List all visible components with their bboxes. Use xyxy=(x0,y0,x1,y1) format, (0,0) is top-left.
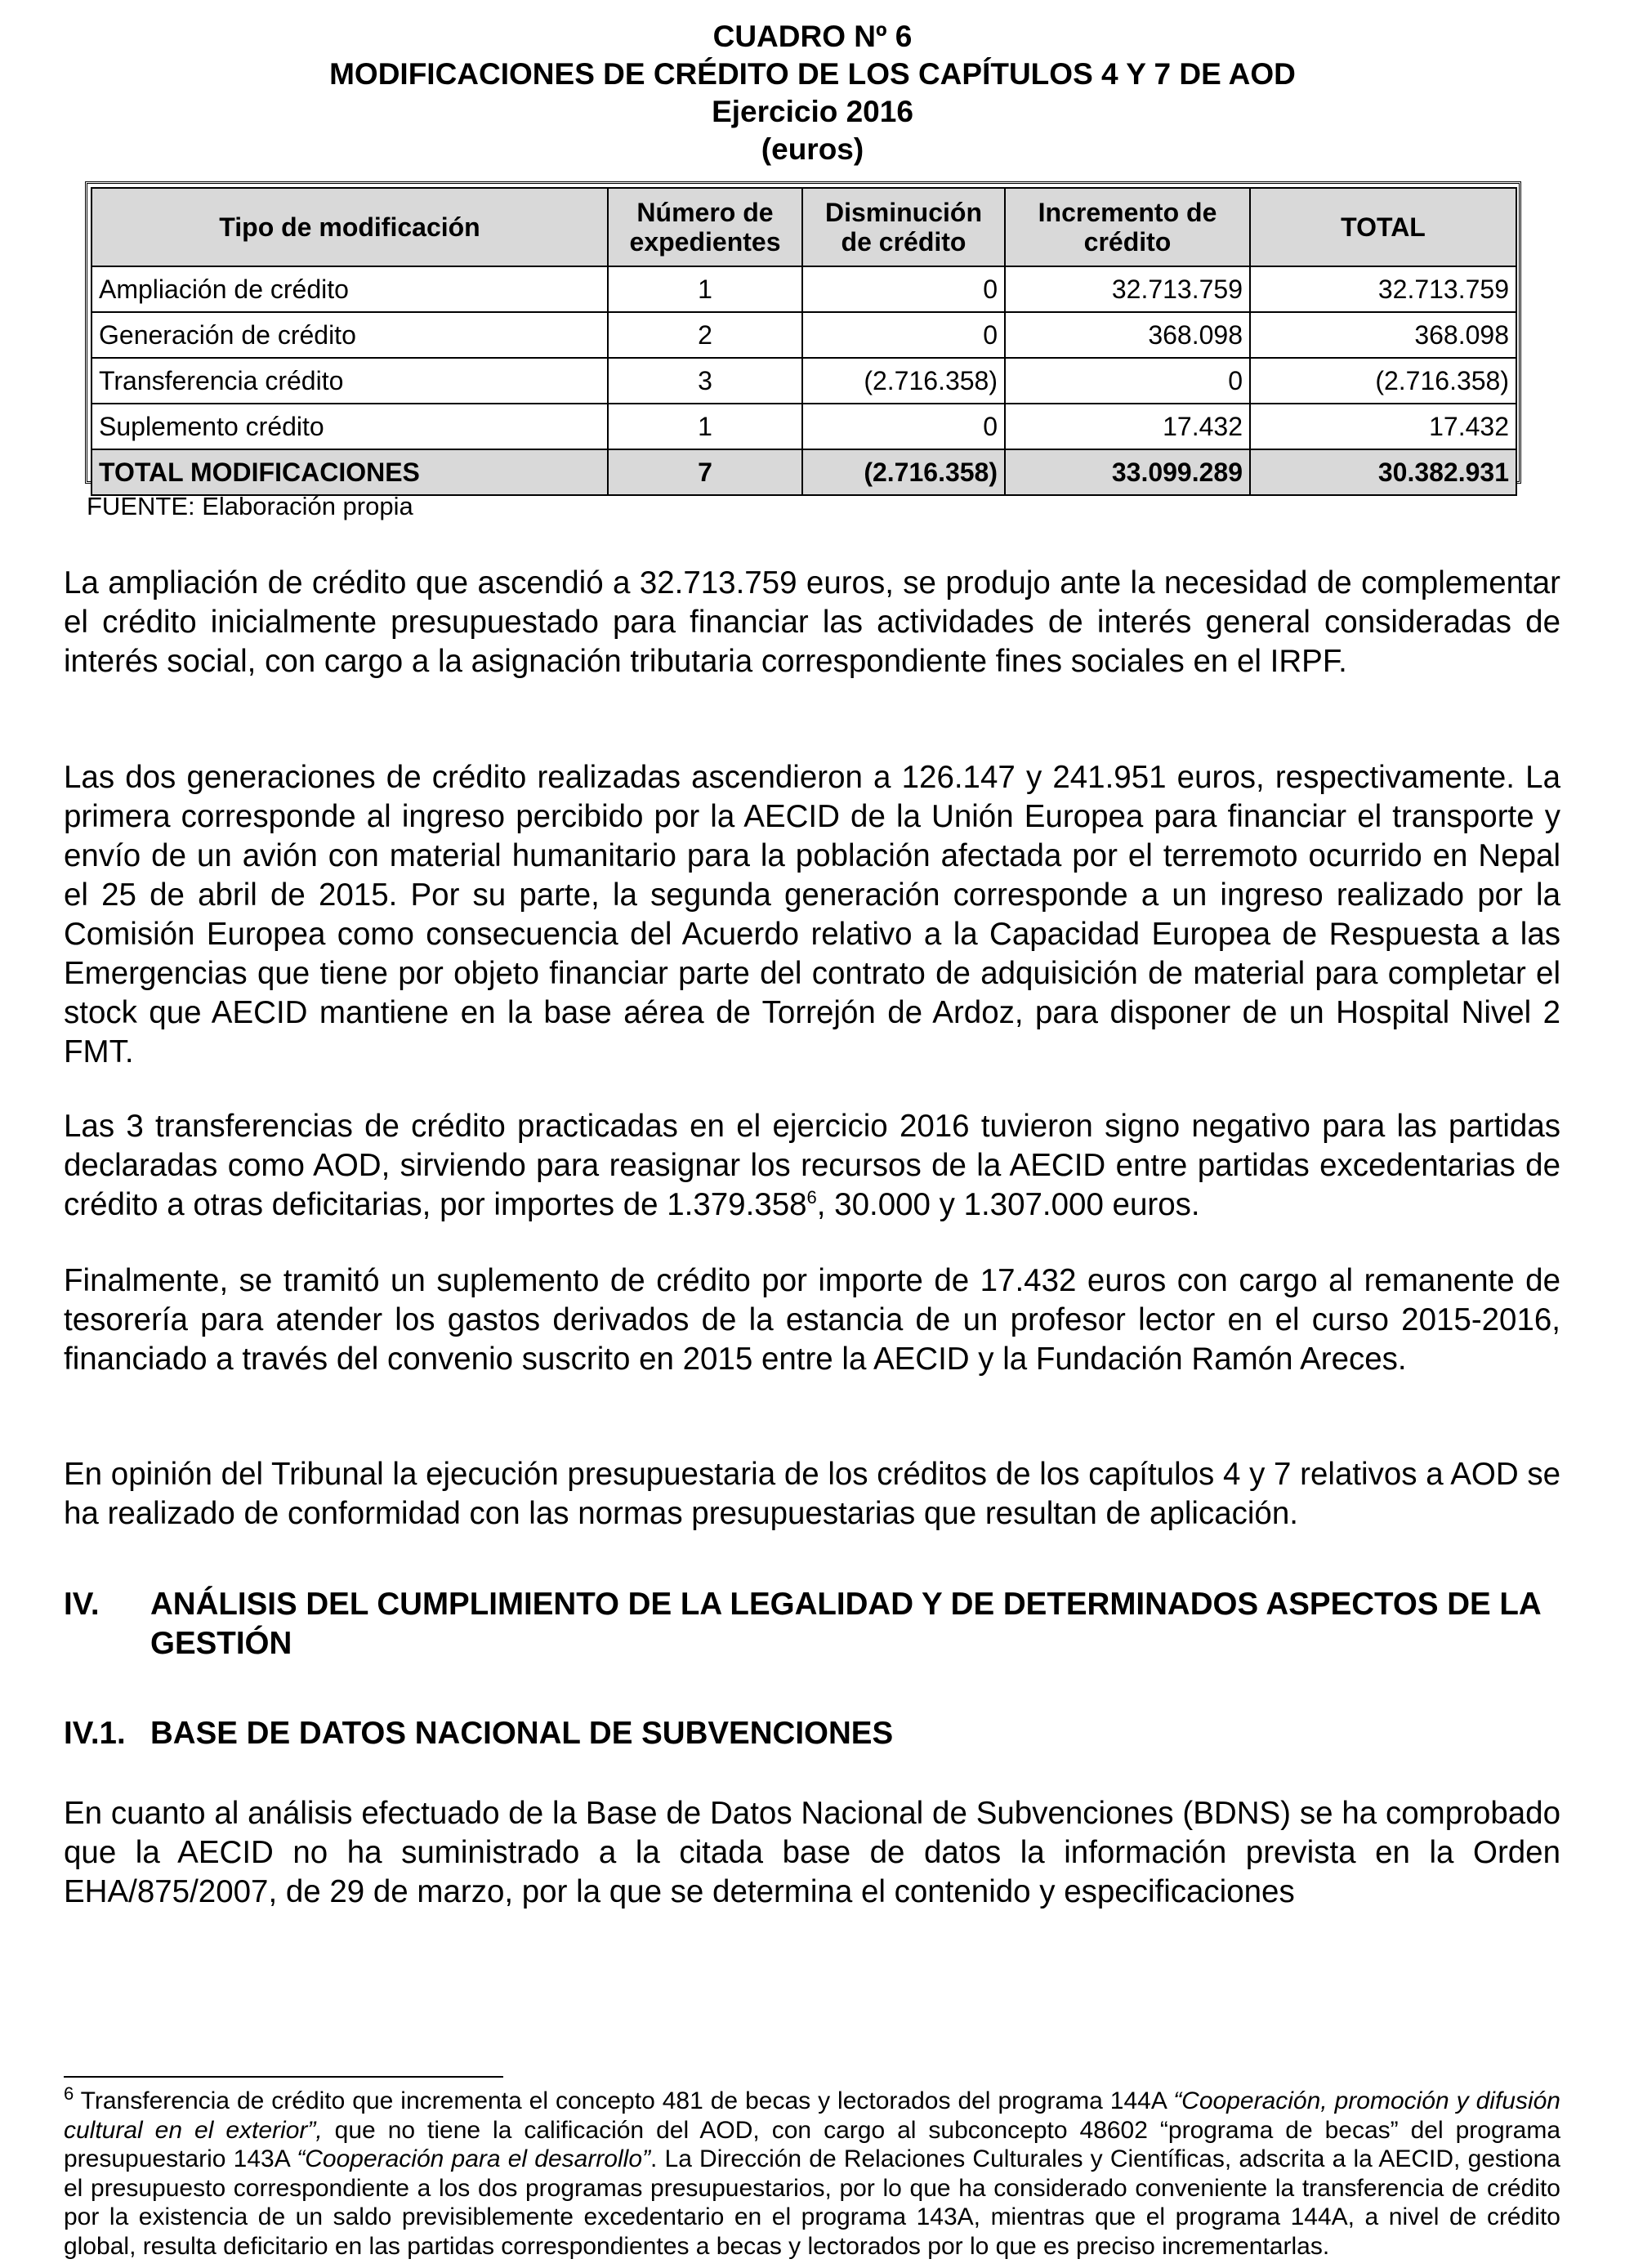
cell-incremento: 17.432 xyxy=(1005,404,1250,449)
cell-incremento: 32.713.759 xyxy=(1005,266,1250,312)
table-source: FUENTE: Elaboración propia xyxy=(87,492,413,520)
total-incremento: 33.099.289 xyxy=(1005,449,1250,495)
row-label: Ampliación de crédito xyxy=(92,266,608,312)
table-total-row xyxy=(92,449,1516,495)
paragraph-ampliacion: La ampliación de crédito que ascendió a 32.713.759 euros, se produjo ante la necesidad de complementar el crédito inicialmente presupuestado para financiar las actividades de interés general consideradas de interés social, con cargo a la asignación tributaria correspondiente fines sociales en el IRPF. xyxy=(64,565,1560,679)
footnote-number: 6 xyxy=(64,2083,74,2104)
paragraph-text: , 30.000 y 1.307.000 euros. xyxy=(816,1187,1200,1222)
total-disminucion: (2.716.358) xyxy=(802,449,1005,495)
title-line-4: (euros) xyxy=(761,132,864,166)
table-row xyxy=(92,404,1516,449)
section-title: BASE DE DATOS NACIONAL DE SUBVENCIONES xyxy=(150,1716,894,1751)
footnote-text: Transferencia de crédito que incrementa el concepto 481 de becas y lectorados del programa 144A xyxy=(74,2087,1174,2114)
header-cell: Número de expedientes xyxy=(608,188,802,266)
footnote-italic-text: “Cooperación, promoción y difusión cultural en el exterior”, xyxy=(64,2087,1560,2144)
cell-disminucion: 0 xyxy=(802,404,1005,449)
cell-expedientes: 3 xyxy=(608,358,802,404)
cell-disminucion: 0 xyxy=(802,312,1005,358)
row-label: Transferencia crédito xyxy=(92,358,608,404)
paragraph-generaciones: Las dos generaciones de crédito realizadas ascendieron a 126.147 y 241.951 euros, respectivamente. La primera corresponde al ingreso percibido por la AECID de la Unión Europea para financiar el transporte y envío de un avión con material humanitario para la población afectada por el terremoto ocurrido en Nepal el 25 de abril de 2015. Por su parte, la segunda generación corresponde a un ingreso realizado por la Comisión Europea como consecuencia del Acuerdo relativo a la Capacidad Europea de Respuesta a las Emergencias que tiene por objeto financiar parte del contrato de adquisición de material para completar el stock que AECID mantiene en la base aérea de Torrejón de Ardoz, para disponer de un Hospital Nivel 2 FMT. xyxy=(64,760,1560,1069)
header-cell: Tipo de modificación xyxy=(92,188,608,266)
cell-total: 17.432 xyxy=(1250,404,1516,449)
paragraph-bdns: En cuanto al análisis efectuado de la Base de Datos Nacional de Subvenciones (BDNS) se ha comprobado que la AECID no ha suministrado a la citada base de datos la información prevista en la Orden EHA/875/2007, de 29 de marzo, por la que se determina el contenido y especificaciones xyxy=(64,1796,1560,1909)
credit-modifications-table-frame xyxy=(85,181,1521,487)
section-heading-iv-1 xyxy=(64,1714,1560,1755)
row-label: Suplemento crédito xyxy=(92,404,608,449)
cell-disminucion: 0 xyxy=(802,266,1005,312)
paragraph-suplemento: Finalmente, se tramitó un suplemento de crédito por importe de 17.432 euros con cargo al remanente de tesorería para atender los gastos derivados de la estancia de un profesor lector en el curso 2015-2016, financiado a través del convenio suscrito en 2015 entre la AECID y la Fundación Ramón Areces. xyxy=(64,1263,1560,1377)
header-cell: TOTAL xyxy=(1250,188,1516,266)
cell-disminucion: (2.716.358) xyxy=(802,358,1005,404)
cell-total: 32.713.759 xyxy=(1250,266,1516,312)
total-label: TOTAL MODIFICACIONES xyxy=(92,449,608,495)
footnote-text: que no tiene la calificación del AOD, con cargo al subconcepto 48602 “programa de becas” del programa presupuestario 143A xyxy=(64,2116,1561,2172)
title-line-1: CUADRO Nº 6 xyxy=(712,20,913,53)
table-row xyxy=(92,266,1516,312)
table-header-row xyxy=(92,188,1516,266)
paragraph-transferencias xyxy=(64,1107,1560,1225)
footnote xyxy=(64,2083,1561,2261)
footnote-italic-text: “Cooperación para el desarrollo” xyxy=(297,2145,650,2172)
section-number: IV. xyxy=(64,1587,100,1622)
footnote-text: . La Dirección de Relaciones Culturales y Científicas, adscrita a la AECID, gestiona el presupuesto correspondiente a los dos programas presupuestarios, por lo que ha considerado conveniente la transferencia de crédito por la existencia de un saldo previsiblemente excedentario en el programa 143A, mientras que el programa 144A, a nivel de crédito global, resulta deficitario en las partidas correspondientes a becas y lectorados por lo que es preciso incrementarlas. xyxy=(64,2145,1560,2260)
credit-modifications-table xyxy=(91,187,1517,496)
cell-total: 368.098 xyxy=(1250,312,1516,358)
title-line-3: Ejercicio 2016 xyxy=(712,95,913,128)
table-title xyxy=(0,18,1625,168)
cell-expedientes: 1 xyxy=(608,404,802,449)
table-row xyxy=(92,358,1516,404)
table-row xyxy=(92,312,1516,358)
footnote-reference: 6 xyxy=(806,1187,817,1208)
section-number: IV.1. xyxy=(64,1716,126,1751)
section-heading-iv xyxy=(64,1585,1560,1667)
cell-incremento: 0 xyxy=(1005,358,1250,404)
paragraph-text: Las 3 transferencias de crédito practicadas en el ejercicio 2016 tuvieron signo negativo para las partidas declaradas como AOD, sirviendo para reasignar los recursos de la AECID entre partidas excedentarias de crédito a otras deficitarias, por importes de 1.379.358 xyxy=(64,1109,1560,1222)
cell-incremento: 368.098 xyxy=(1005,312,1250,358)
paragraph-opinion: En opinión del Tribunal la ejecución presupuestaria de los créditos de los capítulos 4 y 7 relativos a AOD se ha realizado de conformidad con las normas presupuestarias que resultan de aplicación. xyxy=(64,1457,1560,1531)
cell-expedientes: 2 xyxy=(608,312,802,358)
cell-total: (2.716.358) xyxy=(1250,358,1516,404)
title-line-2: MODIFICACIONES DE CRÉDITO DE LOS CAPÍTULOS 4 Y 7 DE AOD xyxy=(329,57,1296,91)
header-cell: Incremento de crédito xyxy=(1005,188,1250,266)
row-label: Generación de crédito xyxy=(92,312,608,358)
total-expedientes: 7 xyxy=(608,449,802,495)
header-cell: Disminución de crédito xyxy=(802,188,1005,266)
cell-expedientes: 1 xyxy=(608,266,802,312)
footnote-separator xyxy=(64,2076,503,2078)
section-title: ANÁLISIS DEL CUMPLIMIENTO DE LA LEGALIDAD Y DE DETERMINADOS ASPECTOS DE LA GESTIÓN xyxy=(150,1587,1541,1661)
total-total: 30.382.931 xyxy=(1250,449,1516,495)
